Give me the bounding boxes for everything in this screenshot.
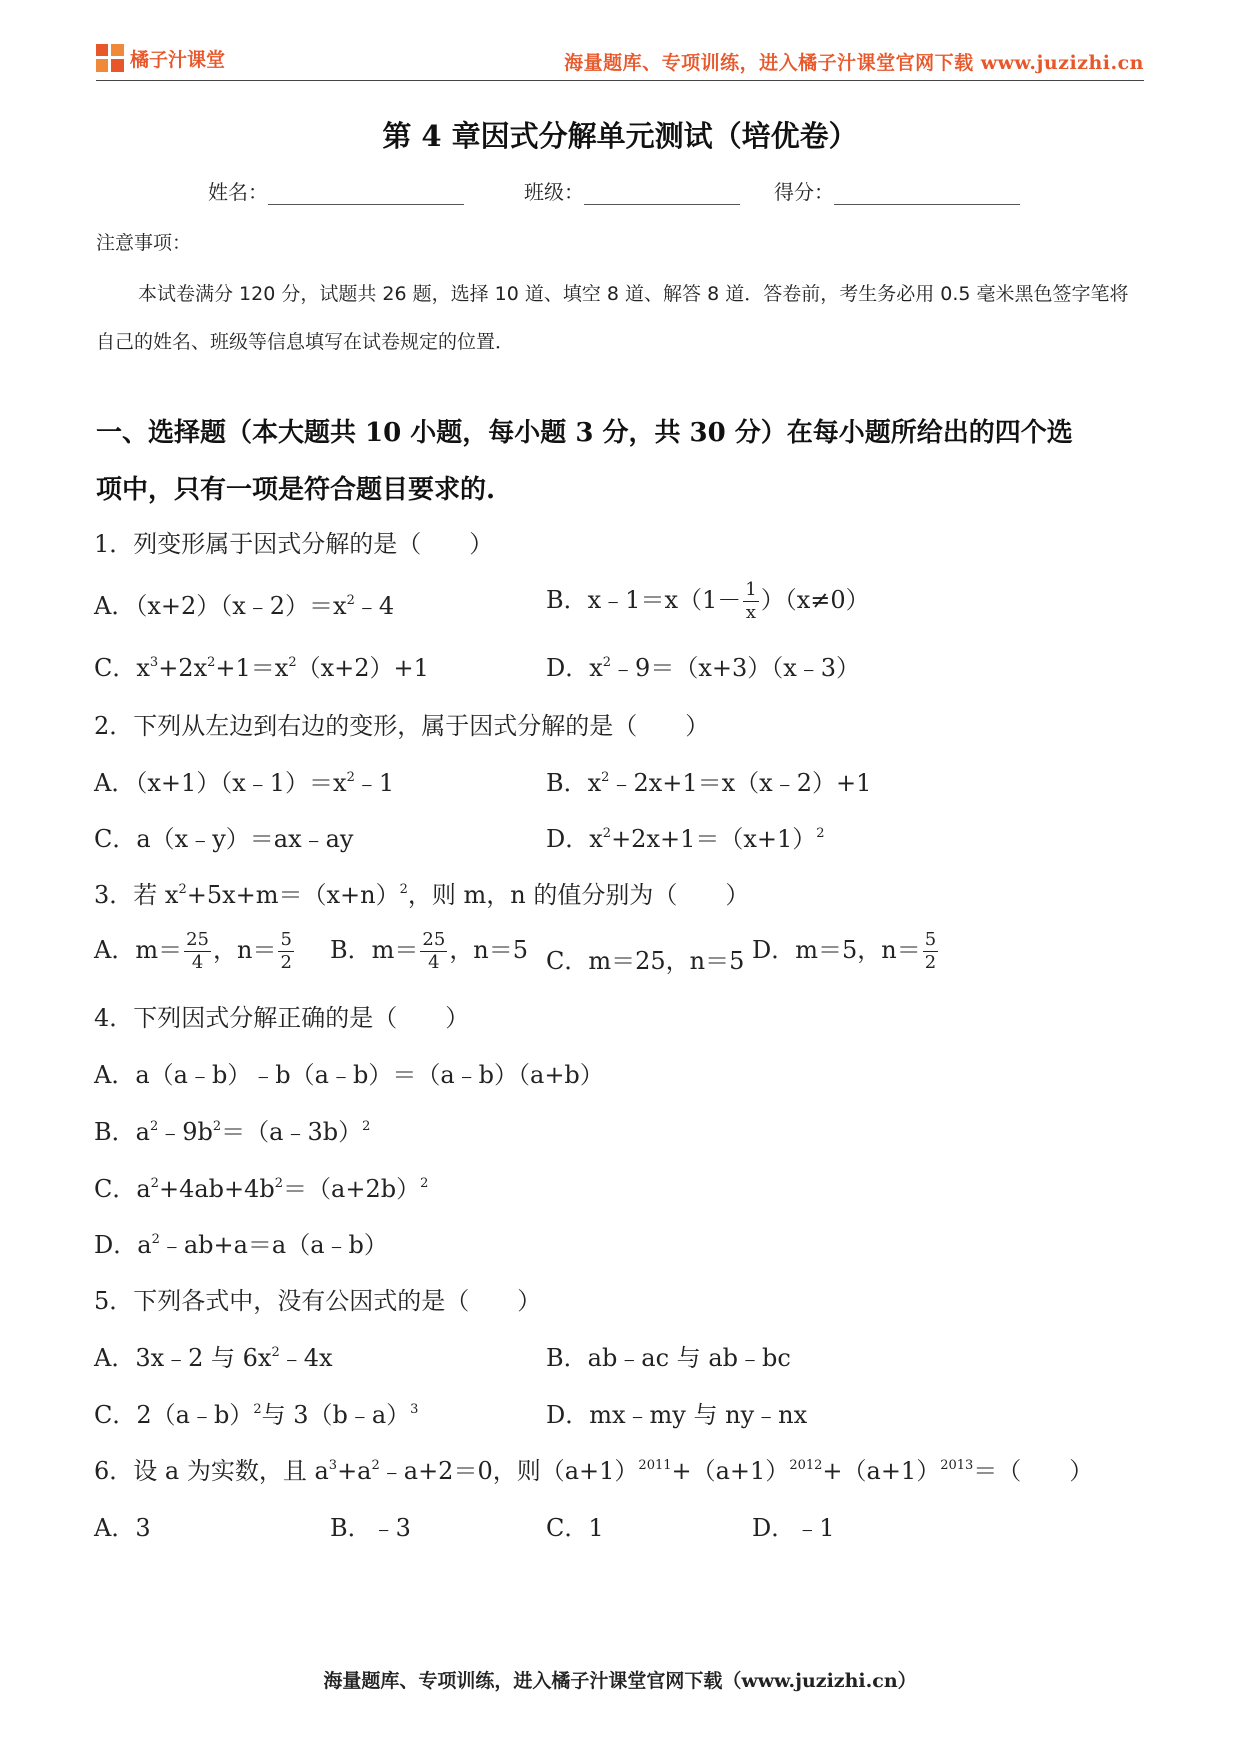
question-2-option-a: A．$(x+1)(x﹣1)=x^2﹣1$	[94, 769, 395, 797]
page-title: 第 4 章因式分解单元测试（培优卷）	[382, 119, 858, 153]
fraction: $\frac{5}{2}$	[280, 929, 292, 973]
question-4-option-c: C．$a^2+4ab+4b^2=(a+2b)^2$	[94, 1175, 429, 1203]
fraction: $\frac{25}{4}$	[422, 929, 446, 973]
score-blank	[834, 184, 1020, 205]
question-1-option-d: D．$x^2﹣9=(x+3)(x﹣3)$	[546, 654, 861, 682]
section-heading	[96, 405, 1146, 519]
question-6-option-a: A．3	[94, 1514, 151, 1542]
question-5-option-a: A．3x﹣2 与 $6x^2﹣4x$	[94, 1344, 333, 1372]
logo-text: 橘子汁课堂	[130, 48, 226, 71]
question-1-stem: 1．列变形属于因式分解的是（ ）	[94, 530, 494, 558]
question-4-stem: 4．下列因式分解正确的是（ ）	[94, 1004, 470, 1032]
notice-heading: 注意事项：	[96, 232, 192, 254]
section-heading-line1: 一、选择题（本大题共 10 小题，每小题 3 分，共 30 分）在每小题所给出的四个选	[96, 418, 1073, 448]
class-blank	[584, 184, 740, 205]
question-1-option-b: B．x﹣1＝x（1－ $\frac{1}{x}$ ）（x≠0）	[546, 579, 870, 623]
question-4-option-b: B．$a^2﹣9b^2=(a﹣3b)^2$	[94, 1118, 371, 1146]
fraction: $\frac{25}{4}$	[186, 929, 209, 973]
logo-squares-icon	[96, 44, 124, 72]
question-2-option-c: C．a（x﹣y）＝ax﹣ay	[94, 825, 354, 853]
question-5-option-c: C．2（a﹣b）$^2$与 3（b﹣a）$^3$	[94, 1401, 419, 1429]
question-5-option-b: B．ab﹣ac 与 ab﹣bc	[546, 1344, 791, 1372]
question-3-option-d: D．m＝5，n＝ $\frac{5}{2}$	[752, 929, 937, 973]
question-3-option-a: A．m＝ $\frac{25}{4}$ ，n＝ $\frac{5}{2}$	[94, 929, 292, 973]
brand-logo	[96, 44, 225, 72]
footer-slogan: 海量题库、专项训练，进入橘子汁课堂官网下载（www.juzizhi.cn）	[323, 1670, 917, 1692]
name-label: 姓名：	[208, 180, 268, 204]
question-6-option-b: B．﹣3	[330, 1514, 411, 1542]
question-2-option-b: B．$x^2﹣2x+1=x(x﹣2)+1$	[546, 769, 872, 797]
name-field	[208, 176, 464, 205]
question-6-stem: 6．设 a 为实数，且 $a^3+a^2﹣a+2=0$，则$(a+1)^{2011}+(a+1)^{2012}+(a+1)^{2013}=$（ ）	[94, 1457, 1094, 1485]
question-5-option-d: D．mx﹣my 与 ny﹣nx	[546, 1401, 808, 1429]
fraction: $\frac{1}{x}$	[745, 579, 757, 623]
header-slogan: 海量题库、专项训练，进入橘子汁课堂官网下载 www.juzizhi.cn	[564, 52, 1144, 74]
score-field	[774, 176, 1020, 205]
name-blank	[268, 184, 464, 205]
question-3-stem: 3．若 $x^2+5x+m=(x+n)^2$，则 m，n 的值分别为（ ）	[94, 881, 750, 909]
question-6-option-d: D．﹣1	[752, 1514, 835, 1542]
question-4-option-d: D．$a^2﹣ab+a=a(a﹣b)$	[94, 1231, 388, 1259]
question-6-option-c: C．1	[546, 1514, 604, 1542]
section-heading-line2: 项中，只有一项是符合题目要求的.	[96, 475, 496, 505]
header-divider	[96, 80, 1144, 81]
question-1-option-c: C．$x^3+2x^2+1=x^2(x+2)+1$	[94, 654, 429, 682]
fraction: $\frac{5}{2}$	[924, 929, 937, 973]
question-3-option-b: B．m＝ $\frac{25}{4}$ ，n＝5	[330, 929, 529, 973]
class-label: 班级：	[524, 180, 584, 204]
question-3-option-c: C．m＝25，n＝5	[546, 947, 745, 975]
question-5-stem: 5．下列各式中，没有公因式的是（ ）	[94, 1287, 542, 1315]
question-2-stem: 2．下列从左边到右边的变形，属于因式分解的是（ ）	[94, 712, 710, 740]
class-field	[524, 176, 740, 205]
notice-body: 本试卷满分 120 分，试题共 26 题，选择 10 道、填空 8 道、解答 8 道．答卷前，考生务必用 0.5 毫米黑色签字笔将自己的姓名、班级等信息填写在试卷规定的位置．	[96, 283, 1129, 353]
question-1-option-a: A．$(x+2)(x﹣2)=x^2﹣4$	[94, 592, 395, 620]
question-2-option-d: D．$x^2+2x+1=(x+1)^2$	[546, 825, 825, 853]
score-label: 得分：	[774, 180, 834, 204]
question-4-option-a: A．a（a﹣b）﹣b（a﹣b）＝（a﹣b）（a+b）	[94, 1061, 604, 1089]
